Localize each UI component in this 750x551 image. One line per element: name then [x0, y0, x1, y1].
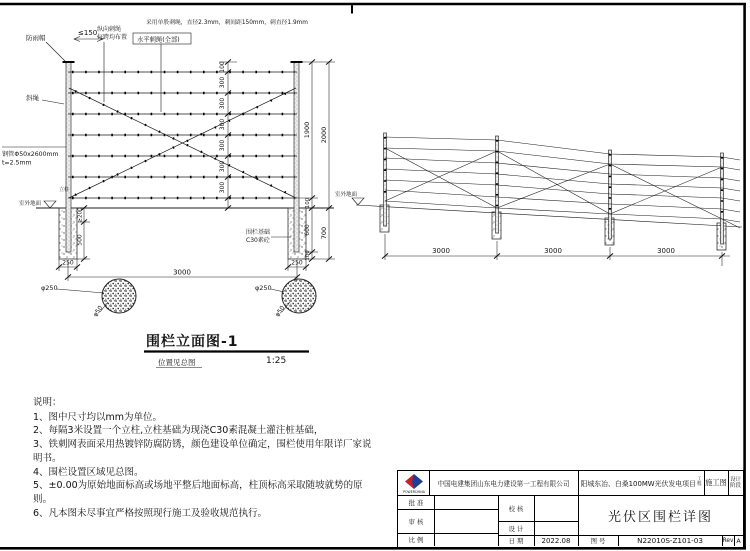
foundation-sections [41, 279, 316, 318]
post-4 [721, 153, 724, 244]
dim-mid-1: 300 [219, 76, 226, 89]
suffix-char-2: 程 [696, 482, 702, 487]
vertical-wire-label-1: 纵向刺绳 [97, 26, 122, 33]
dim-mid-0: 100 [219, 61, 226, 73]
foundation-label-1: 围栏基础 [246, 229, 271, 236]
dim-mid-6: 300 [219, 181, 226, 194]
rev-label: Rev [722, 537, 734, 544]
ground-symbol-2 [352, 198, 364, 205]
post-dia-left: φ50 [91, 304, 105, 319]
scale-label: 比 例 [408, 536, 424, 544]
dim-outer-1: 700 [320, 226, 328, 240]
note-item: 4、围栏设置区域见总图。 [33, 466, 144, 478]
logo-text: POWERCHINA [402, 489, 425, 494]
horizontal-wires [68, 72, 297, 198]
rev-value: A [736, 536, 741, 545]
post-spec-label-2: t=2.5mm [2, 159, 32, 167]
diagonal-wires-2 [385, 148, 740, 228]
post-label: 立柱 [59, 187, 70, 193]
check-label: 校 核 [508, 504, 524, 513]
drawing-title-group [144, 333, 309, 368]
dim-fdn-1: 500 [76, 234, 84, 246]
section-circle-right [282, 279, 316, 313]
post-3 [609, 150, 612, 239]
drawing-no-label: 图 号 [590, 537, 606, 545]
project-name-main: 阳城东冶、白桑100MW光伏发电项目 [580, 480, 696, 488]
sheet-title: 光伏区围栏详图 [607, 509, 713, 525]
dim-inner-1: 100 [305, 197, 311, 209]
note-item: 5、±0.00为原始地面标高或场地平整后地面标高，柱顶标高采取随坡就势的原则。 [33, 480, 363, 505]
note-item: 6、凡本图未尽事宜严格按照现行施工及验收规范执行。 [33, 507, 268, 519]
dim-inner-3: 100 [305, 250, 311, 261]
post-dia-right: φ50 [273, 304, 287, 319]
dim-span2-1: 3000 [544, 247, 562, 255]
foundation-label-2: C30素砼 [246, 237, 270, 244]
post-1 [384, 133, 387, 226]
dim-span2-0: 3000 [432, 247, 450, 255]
ground-label-2: 室外地面 [335, 192, 358, 198]
note-item: 3、铁刺网表面采用热镀锌防腐防锈，颜色建设单位确定，围栏使用年限详厂家说明书。 [33, 439, 372, 464]
notes-block [33, 396, 378, 520]
diagonal-wire-label: 斜绳 [26, 94, 39, 102]
suffix-char-1: 工 [696, 477, 702, 483]
note-item: 2、每隔3米设置一个立柱,立柱基础为现浇C30素混凝土灌注桩基础， [33, 425, 324, 437]
company-name: 中国电建集团山东电力建设第一工程有限公司 [437, 480, 570, 488]
horizontal-wires-2 [385, 137, 740, 222]
bottom-dims [56, 259, 309, 281]
review-label: 审 核 [408, 517, 424, 526]
notes-heading: 说明： [33, 397, 62, 408]
dim-250-right: 250 [291, 259, 303, 267]
dim-mid-2: 300 [219, 97, 226, 110]
stage-line-1: 设计 [730, 476, 741, 483]
foundation-dim-chain [77, 205, 91, 261]
drawing-subtitle: 位置见总图 [158, 358, 196, 367]
span-dims [382, 234, 730, 266]
drawing-scale: 1:25 [266, 356, 287, 366]
company-logo [398, 471, 429, 495]
dim-mid-3: 300 [219, 118, 226, 131]
left-elevation-drawing [2, 18, 335, 368]
design-stage [728, 471, 743, 495]
dim-250-left: 250 [62, 259, 74, 267]
date-value: 2022.08 [541, 536, 571, 545]
wire-spec-label: 采用单股刺绳，直径2.3mm，刺间距150mm，刺直径1.9mm [146, 20, 308, 26]
project-name-suffix [697, 478, 702, 488]
dim-outer-0: 2000 [320, 126, 328, 144]
diagonal-wires [69, 88, 296, 198]
design-label: 设 计 [508, 524, 524, 533]
rain-cap-label: 防雨帽 [26, 34, 46, 42]
dim-mid-4: 300 [219, 139, 226, 152]
dim-span: 3000 [173, 268, 191, 277]
project-name [578, 471, 704, 495]
max-spacing-label: ≤150 [78, 29, 98, 37]
dim-span2-2: 3000 [657, 247, 675, 255]
date-label: 日 期 [508, 537, 524, 545]
dim-fdn-0: ≥200 [77, 207, 84, 223]
vertical-wire-label-2: 每跨均布置 [97, 34, 128, 41]
ground-symbol [44, 201, 56, 208]
post-left [66, 62, 71, 252]
horizontal-wire-label: 水平刺绳(全部) [137, 36, 180, 44]
dim-inner-0: 1900 [303, 121, 311, 139]
section-dia-right: φ250 [255, 284, 272, 292]
drawing-no: N22010S-Z101-03 [637, 536, 703, 545]
note-item: 1、图中尺寸均以mm为单位。 [33, 411, 163, 423]
dim-inner-2: 600 [304, 224, 311, 236]
stage-line-2: 阶段 [730, 483, 741, 489]
doc-type: 施工图 [705, 478, 727, 487]
approve-label: 批 准 [408, 498, 424, 507]
drawing-title: 围栏立面图-1 [146, 334, 239, 350]
right-elevation-drawing [335, 133, 742, 266]
post-spec-label-1: 钢管Φ50x2600mm [2, 151, 59, 158]
ground-label: 室外地面 [19, 201, 42, 207]
title-block [397, 470, 744, 548]
dim-mid-5: 300 [219, 160, 226, 173]
section-circle-left [102, 279, 136, 313]
section-dia-left: φ250 [41, 284, 58, 292]
